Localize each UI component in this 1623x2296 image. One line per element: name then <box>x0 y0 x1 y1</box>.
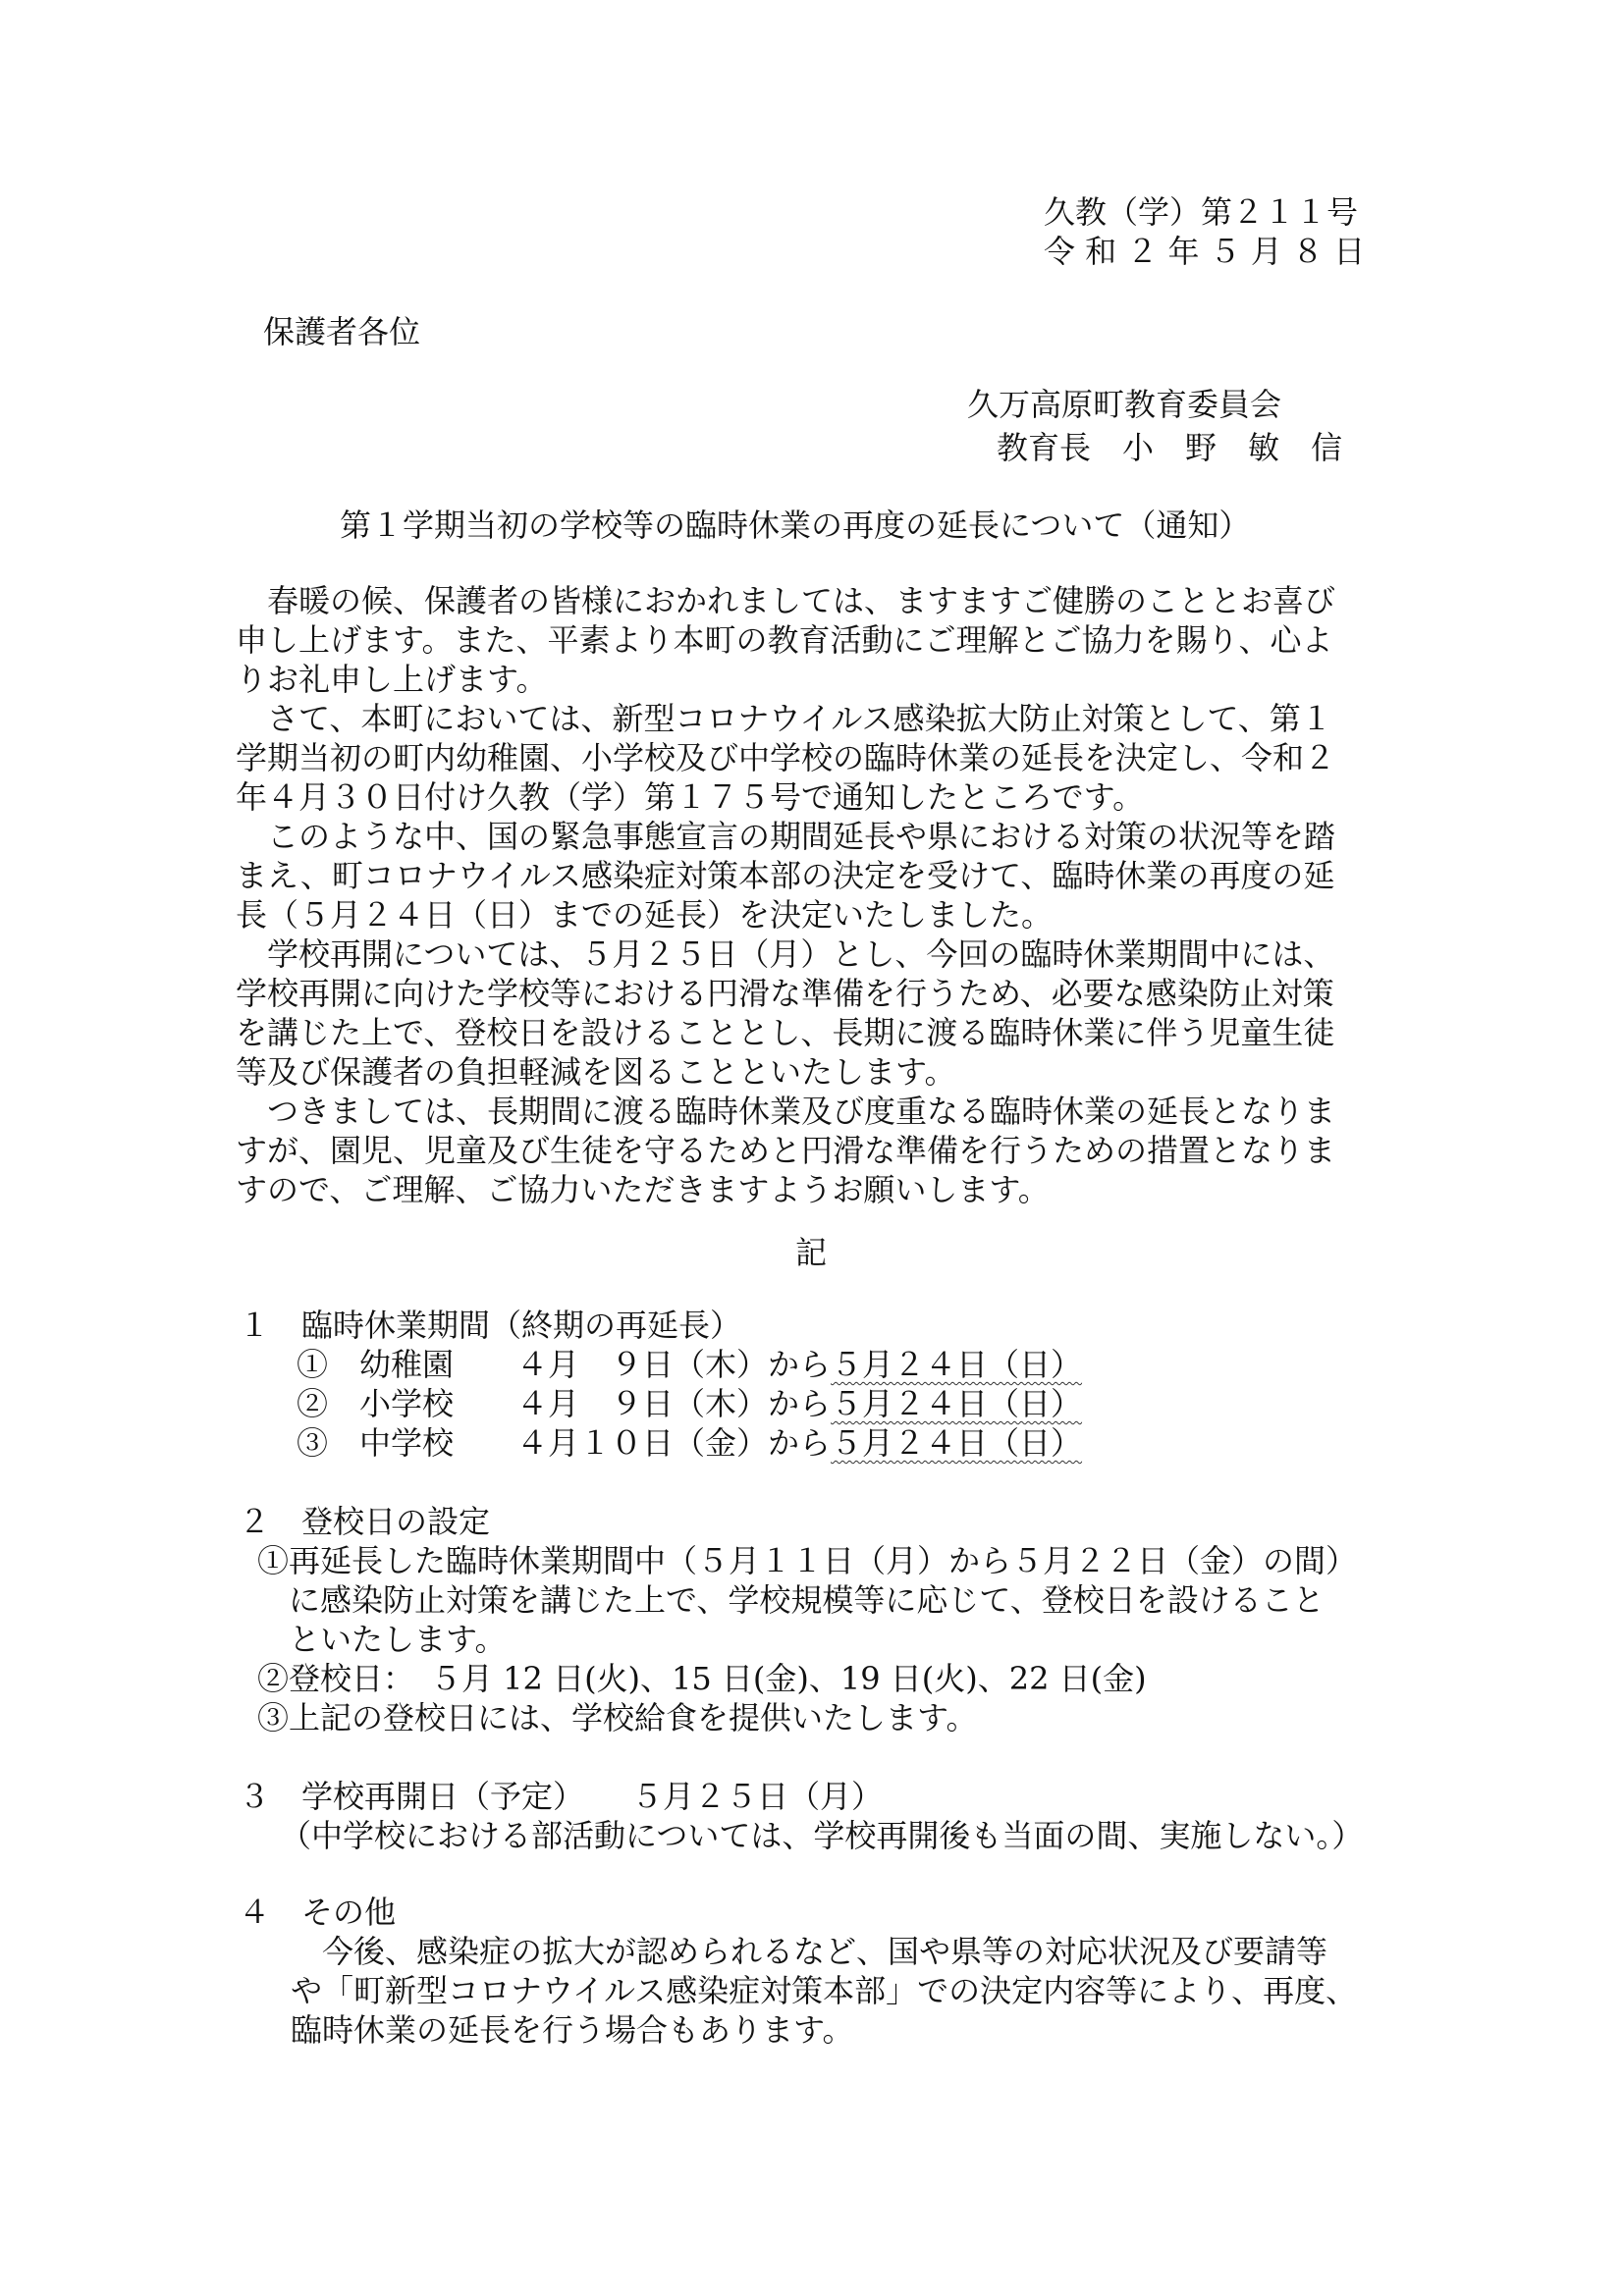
body-line: 春暖の候、保護者の皆様におかれましては、ますますご健勝のこととお喜び <box>236 582 1336 619</box>
section2-line: といたします。 <box>257 1621 507 1658</box>
section3-note: （中学校における部活動については、学校再開後も当面の間、実施しない。） <box>280 1817 1364 1854</box>
section4-line: 臨時休業の延長を行う場合もあります。 <box>291 2011 854 2049</box>
section1-item-end: ５月２４日（日） <box>831 1424 1083 1462</box>
document-date: 令 和 ２ 年 ５ 月 ８ 日 <box>1044 233 1366 270</box>
body-line: このような中、国の緊急事態宣言の期間延長や県における対策の状況等を踏 <box>236 818 1336 855</box>
section1-item <box>297 1423 1082 1463</box>
body-line: 申し上げます。また、平素より本町の教育活動にご理解とご協力を賜り、心よ <box>236 621 1333 659</box>
body-line: 等及び保護者の負担軽減を図ることといたします。 <box>236 1053 956 1091</box>
body-line: を講じた上で、登校日を設けることとし、長期に渡る臨時休業に伴う児童生徒 <box>236 1014 1335 1051</box>
section1-item-end: ５月２４日（日） <box>831 1346 1083 1383</box>
body-line: さて、本町においては、新型コロナウイルス感染拡大防止対策として、第１ <box>236 700 1332 737</box>
section2-line: ②登校日： ５月 12 日(火)、15 日(金)、19 日(火)、22 日(金) <box>257 1660 1147 1697</box>
section4-heading: ４ その他 <box>239 1894 397 1931</box>
section2-line: ③上記の登校日には、学校給食を提供いたします。 <box>257 1699 978 1736</box>
body-line: 学校再開については、５月２５日（月）とし、今回の臨時休業期間中には、 <box>236 935 1335 973</box>
body-line: りお礼申し上げます。 <box>236 661 548 698</box>
section1-heading: １ 臨時休業期間（終期の再延長） <box>239 1307 742 1344</box>
section4-line: や「町新型コロナウイルス感染症対策本部」での決定内容等により、再度、 <box>291 1972 1358 2009</box>
sender-organization: 久万高原町教育委員会 <box>967 386 1282 423</box>
body-line: 学校再開に向けた学校等における円滑な準備を行うため、必要な感染防止対策 <box>236 975 1334 1012</box>
document-number: 久教（学）第２１１号 <box>1044 193 1359 231</box>
section1-item-label: ③ 中学校 ４月１０日（金）から <box>297 1424 832 1462</box>
body-line: すが、園児、児童及び生徒を守るためと円滑な準備を行うための措置となりま <box>236 1132 1336 1169</box>
document-title: 第１学期当初の学校等の臨時休業の再度の延長について（通知） <box>340 507 1251 544</box>
addressee: 保護者各位 <box>263 313 421 350</box>
section1-item <box>297 1384 1082 1423</box>
section2-line: に感染防止対策を講じた上で、学校規模等に応じて、登校日を設けること <box>257 1581 1325 1619</box>
section3-heading: ３ 学校再開日（予定） ５月２５日（月） <box>239 1778 884 1815</box>
section1-item-label: ② 小学校 ４月 ９日（木）から <box>297 1385 832 1422</box>
ki-marker: 記 <box>795 1234 828 1271</box>
section2-heading: ２ 登校日の設定 <box>239 1503 491 1540</box>
body-line: 年４月３０日付け久教（学）第１７５号で通知したところです。 <box>236 778 1145 816</box>
body-line: つきましては、長期間に渡る臨時休業及び度重なる臨時休業の延長となりま <box>236 1093 1336 1130</box>
sender-person: 教育長 小 野 敏 信 <box>997 429 1343 466</box>
section1-item-end: ５月２４日（日） <box>831 1385 1083 1422</box>
section1-item-label: ① 幼稚園 ４月 ９日（木）から <box>297 1346 832 1383</box>
section4-line: 今後、感染症の拡大が認められるなど、国や県等の対応状況及び要請等 <box>291 1933 1328 1970</box>
body-line: 学期当初の町内幼稚園、小学校及び中学校の臨時休業の延長を決定し、令和２ <box>236 739 1336 776</box>
section2-line: ①再延長した臨時休業期間中（５月１１日（月）から５月２２日（金）の間） <box>257 1542 1358 1579</box>
body-line: すので、ご理解、ご協力いただきますようお願いします。 <box>236 1171 1050 1208</box>
body-line: 長（５月２４日（日）までの延長）を決定いたしました。 <box>236 896 1054 934</box>
body-line: まえ、町コロナウイルス感染症対策本部の決定を受けて、臨時休業の再度の延 <box>236 857 1335 894</box>
section1-item <box>297 1345 1082 1384</box>
